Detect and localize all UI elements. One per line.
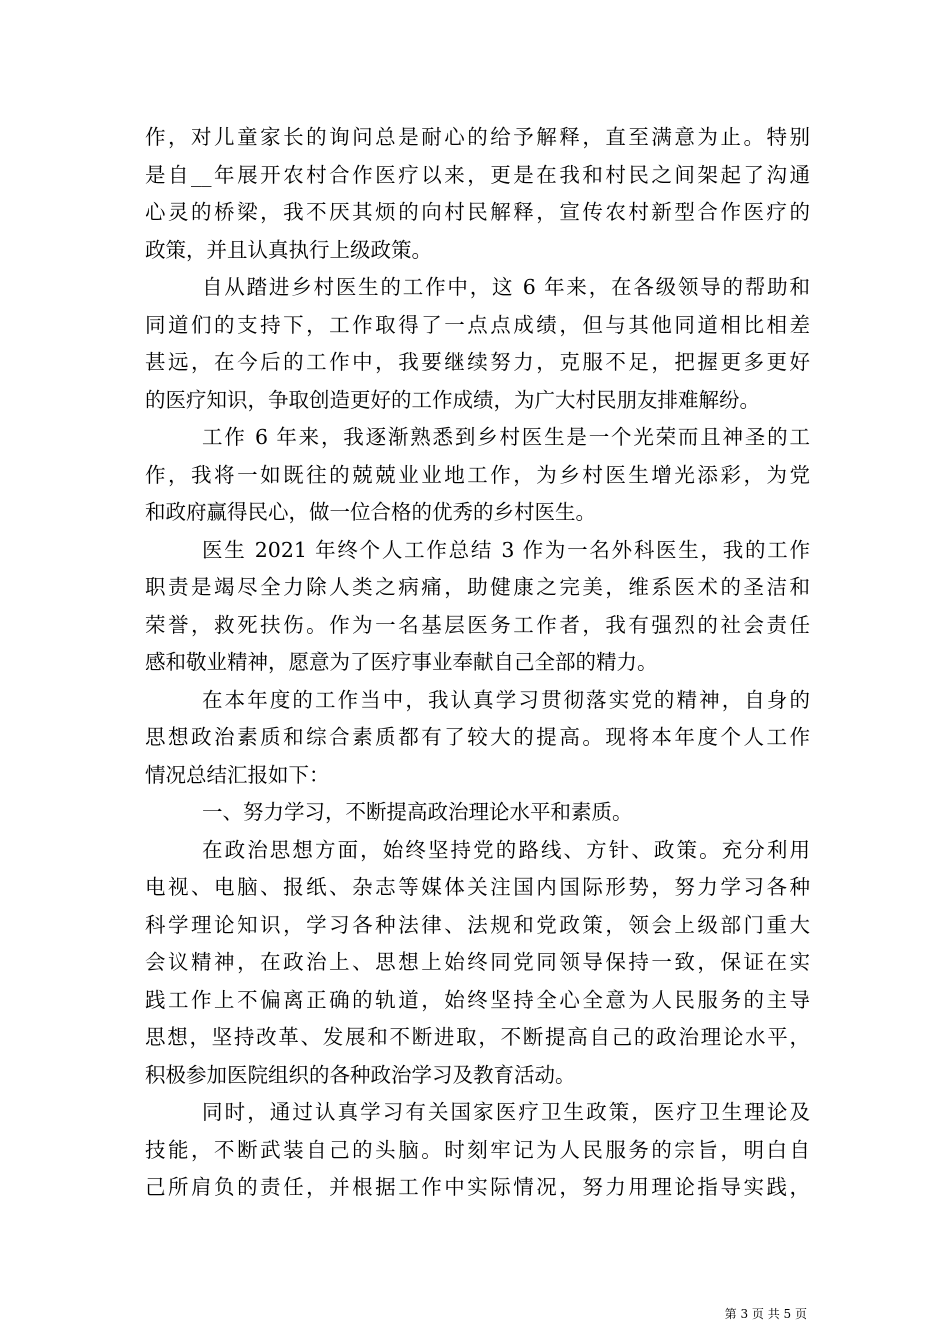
text-line: 作，对儿童家长的询问总是耐心的给予解释，直至满意为止。特别 xyxy=(145,125,810,149)
text-line: 践工作上不偏离正确的轨道，始终坚持全心全意为人民服务的主导 xyxy=(145,987,810,1012)
text-line: 一、努力学习，不断提高政治理论水平和素质。 xyxy=(202,800,633,824)
text-line: 同道们的支持下，工作取得了一点点成绩，但与其他同道相比相差 xyxy=(145,312,810,337)
text-line: 同时，通过认真学习有关国家医疗卫生政策，医疗卫生理论及 xyxy=(202,1100,810,1124)
text-line: 在本年度的工作当中，我认真学习贯彻落实党的精神，自身的 xyxy=(202,687,810,712)
text-line: 医生 2021 年终个人工作总结 3 作为一名外科医生，我的工作 xyxy=(202,537,810,562)
text-line: 自从踏进乡村医生的工作中，这 6 年来，在各级领导的帮助和 xyxy=(202,275,810,299)
text-line: 积极参加医院组织的各种政治学习及教育活动。 xyxy=(145,1062,576,1087)
text-line: 和政府赢得民心，做一位合格的优秀的乡村医生。 xyxy=(145,500,596,524)
text-line: 电视、电脑、报纸、杂志等媒体关注国内国际形势，努力学习各种 xyxy=(145,875,810,899)
text-line: 思想，坚持改革、发展和不断进取，不断提高自己的政治理论水平， xyxy=(145,1025,810,1049)
text-line: 在政治思想方面，始终坚持党的路线、方针、政策。充分利用 xyxy=(202,837,810,862)
text-line: 的医疗知识，争取创造更好的工作成绩，为广大村民朋友排难解纷。 xyxy=(145,387,760,412)
text-line: 职责是竭尽全力除人类之病痛，助健康之完美，维系医术的圣洁和 xyxy=(145,575,810,599)
text-line: 己所肩负的责任，并根据工作中实际情况，努力用理论指导实践， xyxy=(145,1175,810,1199)
page-number-footer: 第 3 页 共 5 页 xyxy=(724,1307,807,1321)
text-line: 技能，不断武装自己的头脑。时刻牢记为人民服务的宗旨，明白自 xyxy=(145,1137,810,1162)
text-line: 荣誉，救死扶伤。作为一名基层医务工作者，我有强烈的社会责任 xyxy=(145,612,810,637)
text-line: 思想政治素质和综合素质都有了较大的提高。现将本年度个人工作 xyxy=(145,725,810,749)
text-line: 是自__年展开农村合作医疗以来，更是在我和村民之间架起了沟通 xyxy=(145,162,810,187)
text-line: 情况总结汇报如下： xyxy=(145,762,330,787)
text-line: 甚远，在今后的工作中，我要继续努力，克服不足，把握更多更好 xyxy=(145,350,810,374)
text-line: 政策，并且认真执行上级政策。 xyxy=(145,237,432,262)
text-line: 心灵的桥梁，我不厌其烦的向村民解释，宣传农村新型合作医疗的 xyxy=(145,200,810,224)
text-line: 科学理论知识，学习各种法律、法规和党政策，领会上级部门重大 xyxy=(145,912,810,937)
document-body xyxy=(145,119,810,1207)
text-line: 工作 6 年来，我逐渐熟悉到乡村医生是一个光荣而且神圣的工 xyxy=(202,425,810,449)
text-line: 感和敬业精神，愿意为了医疗事业奉献自己全部的精力。 xyxy=(145,650,658,674)
text-line: 作，我将一如既往的兢兢业业地工作，为乡村医生增光添彩，为党 xyxy=(145,462,810,487)
text-line: 会议精神，在政治上、思想上始终同党同领导保持一致，保证在实 xyxy=(145,950,810,974)
